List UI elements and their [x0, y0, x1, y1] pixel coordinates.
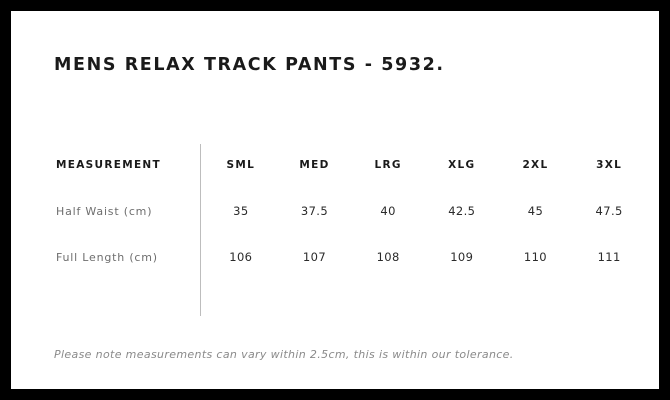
cell-half-waist-3xl: 47.5	[595, 204, 623, 218]
page-title: MENS RELAX TRACK PANTS - 5932.	[54, 55, 445, 75]
cell-full-length-3xl: 111	[597, 250, 621, 264]
column-header-2xl: 2XL	[522, 158, 549, 171]
size-chart-sheet	[11, 11, 659, 389]
column-header-lrg: LRG	[374, 158, 402, 171]
cell-half-waist-2xl: 45	[527, 204, 544, 218]
cell-full-length-med: 107	[302, 250, 327, 264]
cell-full-length-xlg: 109	[450, 250, 474, 264]
size-table	[54, 141, 646, 280]
column-header-sml: SML	[226, 158, 256, 171]
column-header-measurement: MEASUREMENT	[56, 158, 161, 171]
table-header	[54, 141, 646, 188]
size-table-container	[54, 141, 646, 280]
table-header-row	[54, 141, 646, 188]
column-header-xlg: XLG	[448, 158, 476, 171]
cell-half-waist-sml: 35	[233, 204, 249, 218]
cell-half-waist-lrg: 40	[380, 204, 396, 218]
column-header-3xl: 3XL	[596, 158, 623, 171]
cell-half-waist-xlg: 42.5	[448, 204, 476, 218]
cell-half-waist-med: 37.5	[300, 204, 329, 218]
cell-full-length-lrg: 108	[376, 250, 400, 264]
cell-full-length-2xl: 110	[523, 250, 548, 264]
table-row	[54, 234, 646, 280]
column-header-med: MED	[299, 158, 330, 171]
cell-full-length-sml: 106	[229, 250, 253, 264]
tolerance-note: Please note measurements can vary within 2.5cm, this is within our tolerance.	[54, 348, 514, 361]
row-label-half-waist: Half Waist (cm)	[56, 204, 153, 218]
row-label-full-length: Full Length (cm)	[56, 250, 158, 264]
table-body	[54, 188, 646, 280]
table-row	[54, 188, 646, 234]
